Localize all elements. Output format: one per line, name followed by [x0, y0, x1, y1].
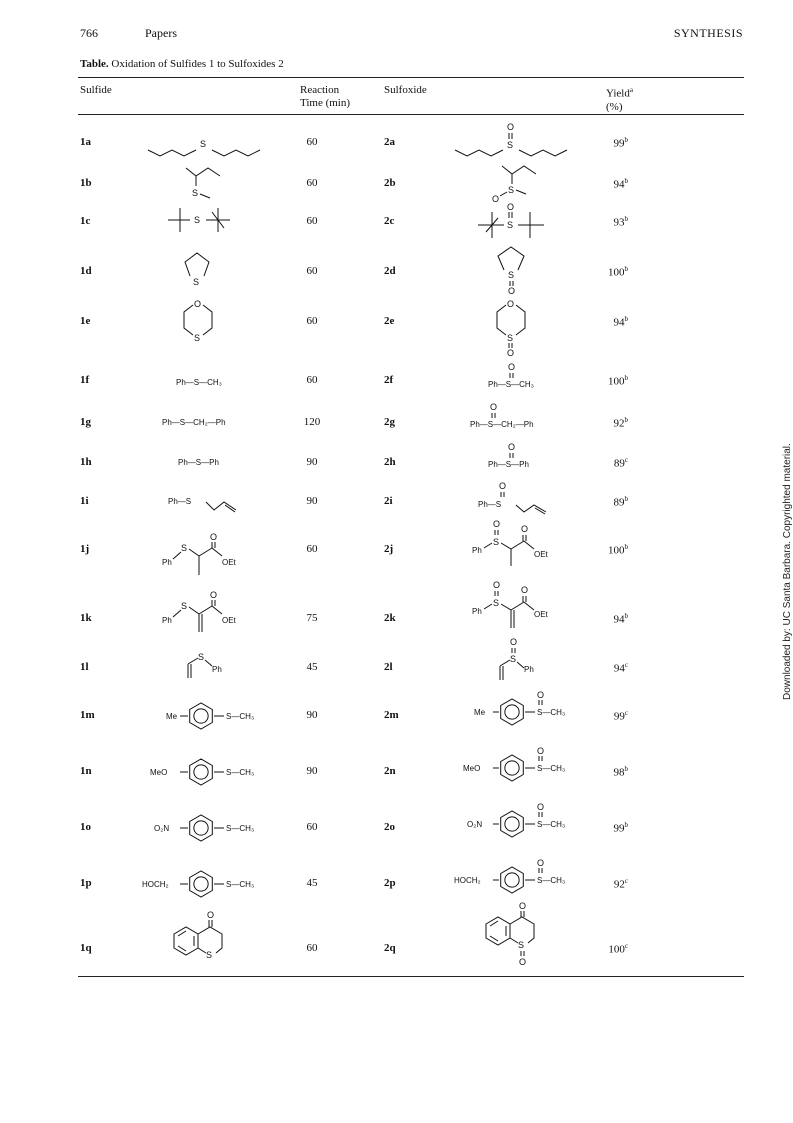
reaction-time: 90 — [306, 456, 318, 468]
atom-s: S — [198, 652, 205, 662]
sulfide-label: 1d — [80, 265, 92, 277]
page-number: 766 — [80, 26, 98, 40]
sulfide-label: 1g — [80, 416, 91, 428]
atom-s: S — [493, 537, 500, 547]
yield-number: 89 — [613, 457, 625, 470]
substituent: MeO — [463, 764, 481, 773]
substituent: Me — [166, 712, 178, 721]
substituent: O₂N — [467, 820, 483, 829]
sulfide-label: 1m — [80, 709, 95, 721]
sulfoxide-label: 2f — [384, 374, 394, 386]
atom-o: O — [490, 402, 498, 412]
sulfide-label: 1n — [80, 765, 92, 777]
structure-2f — [488, 362, 534, 389]
sulfide-label: 1h — [80, 456, 92, 468]
structure-1g: Ph—S—CH₂—Ph — [162, 418, 226, 427]
reaction-time: 60 — [306, 265, 318, 277]
sulfoxide-label: 2n — [384, 765, 396, 777]
atom-s: S — [508, 185, 515, 195]
yield-footnote: c — [624, 661, 628, 669]
atom-s: S — [194, 333, 201, 343]
sulfoxide-label: 2p — [384, 877, 396, 889]
group-oet: OEt — [222, 616, 236, 625]
structure-2k — [472, 580, 549, 628]
col-yield-line1: Yield — [606, 87, 630, 100]
yield-number: 94 — [613, 178, 625, 191]
substituent: HOCH₂ — [454, 876, 481, 885]
sulfide-label: 1l — [80, 661, 89, 673]
atom-s: S — [507, 220, 514, 230]
atom-ph: Ph — [162, 558, 172, 567]
methylsulfinyl-group: S—CH₃ — [537, 876, 566, 885]
sulfide-label: 1i — [80, 495, 89, 507]
structure-1n — [150, 759, 254, 785]
yield-footnote: b — [624, 612, 628, 620]
atom-o: O — [210, 532, 218, 542]
atom-o: O — [521, 524, 529, 534]
reaction-time: 90 — [306, 495, 318, 507]
atom-o: O — [492, 194, 500, 204]
table-title-prefix: Table. — [80, 58, 109, 70]
atom-ph: Ph — [472, 546, 482, 555]
reaction-time: 90 — [306, 709, 318, 721]
structure-2o — [467, 802, 565, 837]
yield-number: 99 — [613, 710, 625, 723]
yield-number: 94 — [613, 662, 625, 675]
atom-o: O — [537, 802, 545, 812]
structure-2d — [498, 247, 524, 296]
yield-footnote: b — [624, 416, 628, 424]
yield-number: 100 — [608, 266, 625, 279]
reaction-time: 75 — [306, 612, 318, 624]
structure-1i — [168, 497, 236, 512]
atom-ph: Ph — [212, 665, 222, 674]
yield-number: 92 — [613, 878, 625, 891]
yield-number: 100 — [608, 943, 625, 956]
sulfoxide-label: 2i — [384, 495, 393, 507]
atom-s: S — [181, 543, 188, 553]
sulfide-label: 1c — [80, 215, 91, 227]
methylthio-group: S—CH₃ — [226, 768, 255, 777]
sulfoxide-label: 2h — [384, 456, 396, 468]
structure-1b — [186, 168, 220, 198]
formula-1i: Ph—S — [168, 497, 192, 506]
substituent: HOCH₂ — [142, 880, 169, 889]
structure-2c — [478, 202, 544, 238]
journal-name: SYNTHESIS — [673, 26, 743, 40]
yield-footnote: b — [624, 495, 628, 503]
yield-footnote: b — [624, 374, 628, 382]
structure-2q — [486, 901, 534, 967]
yield-footnote: c — [624, 709, 628, 717]
sulfoxide-label: 2c — [384, 215, 395, 227]
yield-footnote: b — [624, 215, 628, 223]
formula-2g: Ph—S—CH₂—Ph — [470, 420, 534, 429]
sulfide-label: 1b — [80, 177, 92, 189]
structure-1h: Ph—S—Ph — [178, 458, 219, 467]
atom-o: O — [507, 122, 515, 132]
structure-1d — [185, 253, 209, 287]
structure-2p — [454, 858, 565, 893]
atom-s: S — [507, 140, 514, 150]
formula-2f: Ph—S—CH₃ — [488, 380, 534, 389]
sulfoxide-label: 2q — [384, 942, 396, 954]
aryl-structures — [142, 690, 565, 897]
reaction-time: 45 — [306, 877, 318, 889]
table-bottom-rule — [78, 976, 744, 977]
structure-1k — [162, 590, 237, 632]
atom-o: O — [537, 858, 545, 868]
formula-2h: Ph—S—Ph — [488, 460, 529, 469]
atom-s: S — [194, 215, 201, 225]
atom-s: S — [206, 950, 213, 960]
yield-footnote: b — [624, 765, 628, 773]
sulfoxide-label: 2j — [384, 543, 394, 555]
structure-1f: Ph—S—CH₃ — [176, 378, 222, 387]
group-oet: OEt — [534, 550, 548, 559]
reaction-time: 60 — [306, 177, 318, 189]
sulfide-label: 1k — [80, 612, 92, 624]
yield-footnote: b — [624, 315, 628, 323]
sulfoxide-label: 2o — [384, 821, 395, 833]
methylthio-group: S—CH₃ — [226, 824, 255, 833]
yield-number: 93 — [613, 216, 625, 229]
yield-footnote: b — [624, 265, 628, 273]
reaction-time: 120 — [303, 416, 321, 428]
structure-2h — [488, 442, 529, 469]
sulfide-label: 1a — [80, 136, 91, 148]
yield-number: 92 — [613, 417, 625, 430]
atom-s: S — [518, 940, 525, 950]
substituent: Me — [474, 708, 486, 717]
sulfide-label: 1e — [80, 315, 91, 327]
structure-1a — [148, 139, 260, 156]
atom-ph: Ph — [472, 607, 482, 616]
yield-footnote: c — [624, 456, 628, 464]
reaction-time: 60 — [306, 374, 318, 386]
col-sulfide: Sulfide — [80, 84, 112, 96]
group-oet: OEt — [534, 610, 548, 619]
atom-o: O — [507, 202, 515, 212]
atom-o: O — [519, 901, 527, 911]
sulfide-label: 1j — [80, 543, 90, 555]
atom-o: O — [194, 299, 202, 309]
col-time-line2: Time (min) — [300, 97, 351, 109]
sulfoxide-label: 2d — [384, 265, 396, 277]
download-watermark — [780, 430, 793, 700]
atom-o: O — [499, 481, 507, 491]
yield-number: 99 — [613, 137, 625, 150]
atom-ph: Ph — [162, 616, 172, 625]
yield-number: 89 — [613, 496, 625, 509]
group-oet: OEt — [222, 558, 236, 567]
yield-footnote: b — [624, 821, 628, 829]
yield-number: 94 — [613, 613, 625, 626]
yield-number: 98 — [613, 766, 625, 779]
atom-s: S — [507, 333, 514, 343]
yield-footnote: b — [624, 136, 628, 144]
atom-o: O — [507, 348, 515, 358]
formula-2i: Ph—S — [478, 500, 502, 509]
structure-2n — [463, 746, 565, 781]
yield-footnote: c — [624, 877, 628, 885]
atom-s: S — [510, 654, 517, 664]
structure-1q — [174, 910, 222, 960]
yield-number: 99 — [613, 822, 625, 835]
atom-o: O — [207, 910, 215, 920]
section-name: Papers — [145, 26, 177, 40]
yield-number: 100 — [608, 544, 625, 557]
reaction-time: 60 — [306, 821, 318, 833]
sulfoxide-label: 2g — [384, 416, 395, 428]
sulfoxide-label: 2m — [384, 709, 399, 721]
sulfide-label: 1o — [80, 821, 91, 833]
structure-2a — [455, 122, 567, 156]
atom-o: O — [537, 746, 545, 756]
atom-s: S — [493, 598, 500, 608]
watermark-text: Downloaded by: UC Santa Barbara. Copyrighted material. — [782, 443, 793, 700]
table-title-text: Oxidation of Sulfides 1 to Sulfoxides 2 — [111, 58, 284, 70]
structure-1p — [142, 871, 254, 897]
structure-1o — [154, 815, 254, 841]
structure-2b — [492, 166, 536, 204]
reaction-time: 60 — [306, 543, 318, 555]
atom-o: O — [507, 299, 515, 309]
sulfide-label: 1q — [80, 942, 92, 954]
sulfoxide-label: 2l — [384, 661, 393, 673]
methylthio-group: S—CH₃ — [226, 880, 255, 889]
yield-footnote: b — [624, 543, 628, 551]
sulfoxide-label: 2e — [384, 315, 395, 327]
structure-1m — [166, 703, 254, 729]
sulfoxide-label: 2k — [384, 612, 396, 624]
substituent: O₂N — [154, 824, 170, 833]
atom-s: S — [181, 601, 188, 611]
yield-number: 100 — [608, 375, 625, 388]
structure-1e — [184, 299, 212, 343]
structure-2m — [474, 690, 565, 725]
structure-2l — [500, 637, 534, 680]
atom-o: O — [508, 286, 516, 296]
atom-o: O — [493, 580, 501, 590]
atom-o: O — [521, 585, 529, 595]
atom-ph: Ph — [524, 665, 534, 674]
structure-2j — [472, 519, 549, 566]
methylsulfinyl-group: S—CH₃ — [537, 820, 566, 829]
methylsulfinyl-group: S—CH₃ — [537, 764, 566, 773]
atom-s: S — [508, 270, 515, 280]
methylthio-group: S—CH₃ — [226, 712, 255, 721]
atom-o: O — [537, 690, 545, 700]
atom-o: O — [519, 957, 527, 967]
reaction-time: 90 — [306, 765, 318, 777]
sulfoxide-label: 2b — [384, 177, 396, 189]
reaction-time: 60 — [306, 215, 318, 227]
atom-o: O — [493, 519, 501, 529]
yield-footnote: b — [624, 177, 628, 185]
col-sulfoxide: Sulfoxide — [384, 84, 427, 96]
atom-o: O — [508, 362, 516, 372]
reaction-time: 60 — [306, 942, 318, 954]
reaction-time: 60 — [306, 315, 318, 327]
reaction-time: 60 — [306, 136, 318, 148]
structure-2e — [497, 299, 525, 358]
yield-number: 94 — [613, 316, 625, 329]
atom-s: S — [192, 188, 199, 198]
structure-1c — [168, 208, 230, 232]
sulfoxide-label: 2a — [384, 136, 395, 148]
yield-footnote: c — [624, 942, 628, 950]
atom-o: O — [210, 590, 218, 600]
col-yield-line2: (%) — [606, 100, 623, 113]
methylsulfinyl-group: S—CH₃ — [537, 708, 566, 717]
atom-o: O — [510, 637, 518, 647]
substituent: MeO — [150, 768, 168, 777]
col-time-line1: Reaction — [300, 84, 340, 96]
atom-o: O — [508, 442, 516, 452]
atom-s: S — [200, 139, 207, 149]
reaction-time: 45 — [306, 661, 318, 673]
atom-s: S — [193, 277, 200, 287]
structure-2i — [478, 481, 546, 514]
col-yield-note: a — [629, 86, 633, 94]
structure-1j — [162, 532, 237, 575]
sulfide-label: 1p — [80, 877, 92, 889]
structure-2g — [470, 402, 534, 429]
structure-1l — [188, 652, 222, 678]
sulfide-label: 1f — [80, 374, 90, 386]
